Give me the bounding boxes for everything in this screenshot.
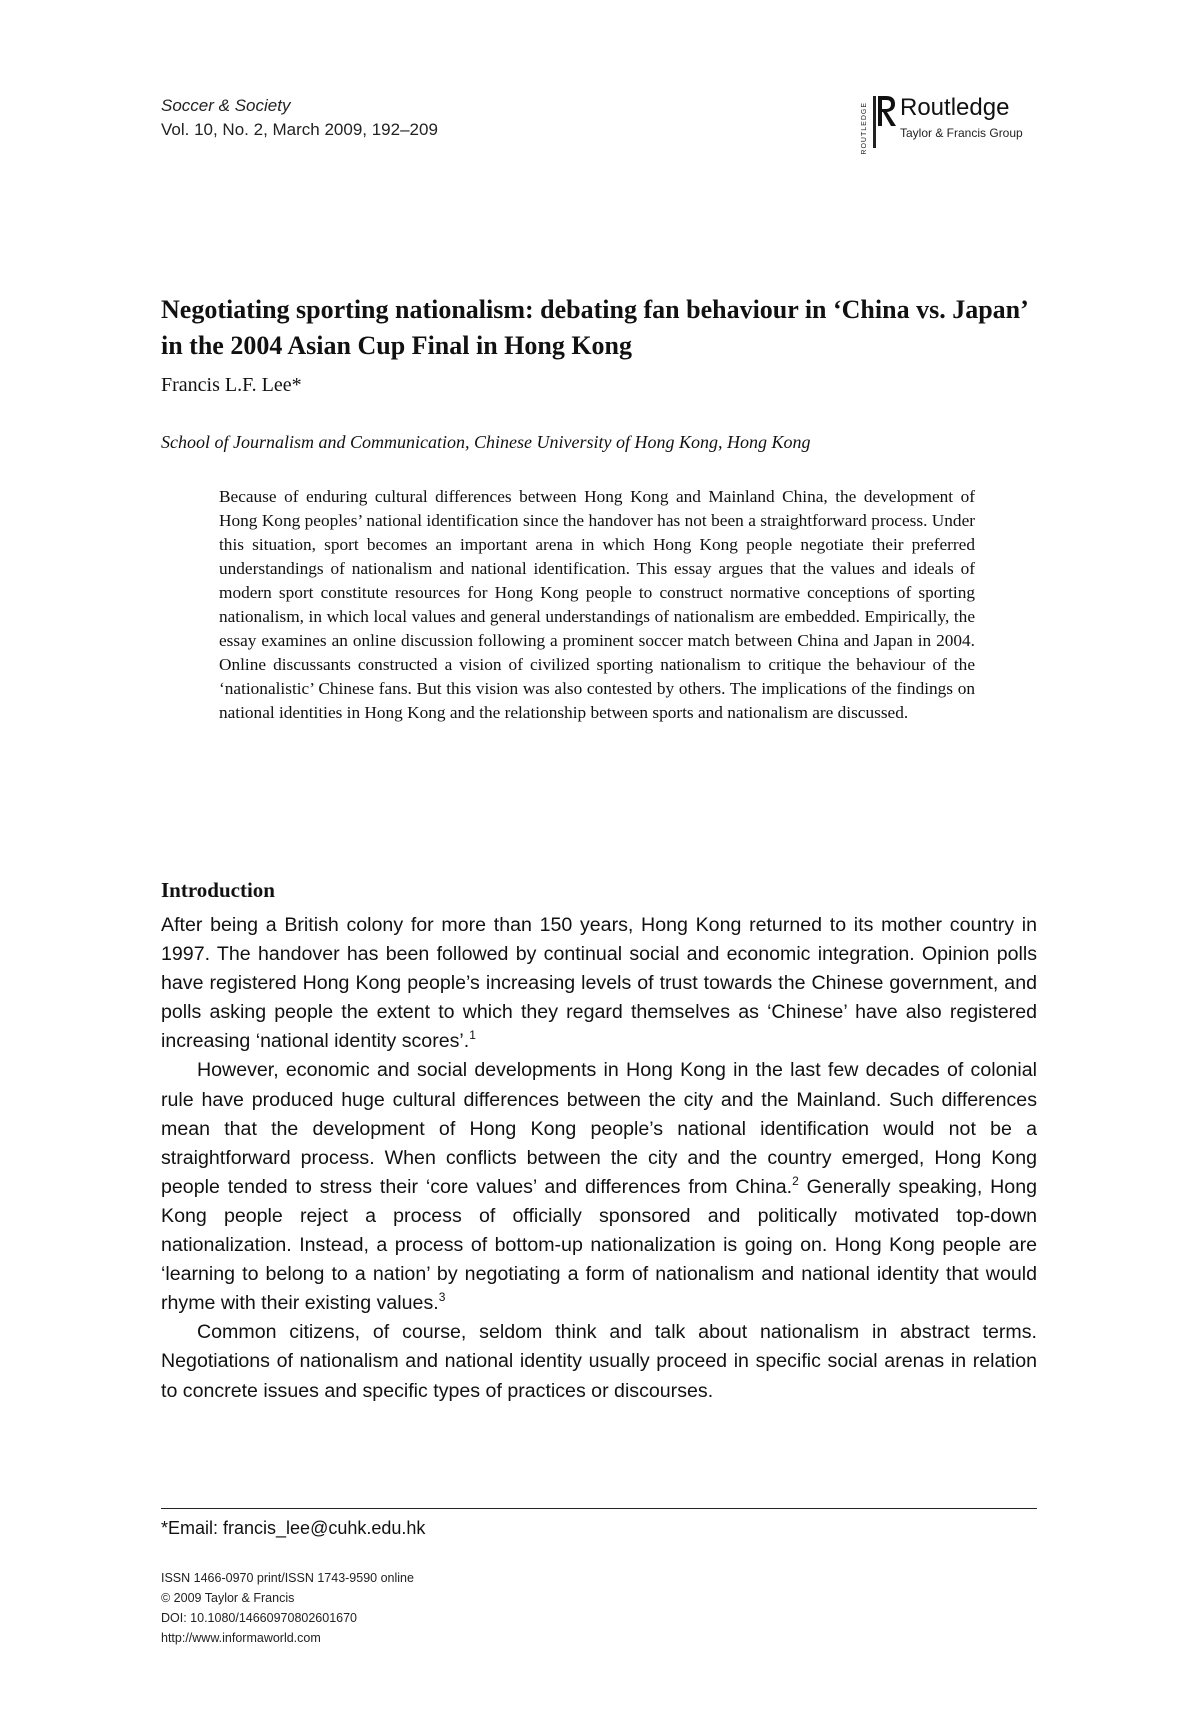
paragraph-2-text-a: However, economic and social developments in Hong Kong in the last few decades of colonial rule have produced huge cultural differences between the city and the Mainland. Such differences mean that the development of Hong Kong people’s national identification would not be a straightforward process. When conflicts between the city and the country emerged, Hong Kong people tended to stress their ‘core values’ and differences from China.: [161, 1059, 1037, 1198]
footnote-ref-1: 1: [469, 1028, 476, 1043]
footnote-ref-3: 3: [438, 1290, 446, 1305]
publisher-logo: [858, 94, 1038, 155]
footnote-divider: [161, 1508, 1037, 1509]
copyright: © 2009 Taylor & Francis: [161, 1591, 295, 1605]
journal-header: [161, 94, 438, 142]
author-name: Francis L.F. Lee*: [161, 374, 302, 396]
body-text: [161, 911, 1037, 1406]
paragraph-1: [161, 911, 1037, 1056]
publisher-name: Routledge: [900, 94, 1010, 121]
paragraph-2: [161, 1056, 1037, 1318]
section-heading-introduction: Introduction: [161, 878, 275, 902]
corresponding-email: *Email: francis_lee@cuhk.edu.hk: [161, 1518, 426, 1538]
publisher-vertical-text: ROUTLEDGE: [861, 102, 868, 155]
publisher-group: Taylor & Francis Group: [900, 126, 1023, 140]
paragraph-2-text-b: Generally speaking, Hong Kong people reject a process of officially sponsored and politically motivated top-down nationalization. Instead, a process of bottom-up nationalization is going on. Hong Kong people are ‘learning to belong to a nation’ by negotiating a form of nationalism and national identity that would rhyme with their existing values.: [161, 1175, 1037, 1315]
issn: ISSN 1466-0970 print/ISSN 1743-9590 online: [161, 1571, 414, 1585]
author-affiliation: School of Journalism and Communication, Chinese University of Hong Kong, Hong Kong: [161, 432, 811, 452]
paragraph-1-text: After being a British colony for more than 150 years, Hong Kong returned to its mother country in 1997. The handover has been followed by continual social and economic integration. Opinion polls have registered Hong Kong people’s increasing levels of trust towards the Chinese government, and polls asking people the extent to which they regard themselves as ‘Chinese’ have also registered increasing ‘national identity scores’.: [161, 914, 1037, 1053]
doi: DOI: 10.1080/14660970802601670: [161, 1611, 358, 1625]
publication-info: [161, 1568, 414, 1648]
journal-name: Soccer & Society: [161, 96, 291, 115]
abstract: Because of enduring cultural differences between Hong Kong and Mainland China, the development of Hong Kong peoples’ national identification since the handover has not been a straightforward process. Under this situation, sport becomes an important arena in which Hong Kong people negotiate their preferred understandings of nationalism and national identification. This essay argues that the values and ideals of modern sport constitute resources for Hong Kong people to construct normative conceptions of sporting nationalism, in which local values and general understandings of nationalism are embedded. Empirically, the essay examines an online discussion following a prominent soccer match between China and Japan in 2004. Online discussants constructed a vision of civilized sporting nationalism to critique the behaviour of the ‘nationalistic’ Chinese fans. But this vision was also contested by others. The implications of the findings on national identities in Hong Kong and the relationship between sports and nationalism are discussed.: [219, 487, 975, 722]
footnote-ref-2: 2: [792, 1173, 799, 1188]
article-title: Negotiating sporting nationalism: debating fan behaviour in ‘China vs. Japan’ in the 2004 Asian Cup Final in Hong Kong: [161, 295, 1027, 360]
publisher-url: http://www.informaworld.com: [161, 1631, 321, 1645]
routledge-r-icon: [876, 94, 898, 128]
issue-line: Vol. 10, No. 2, March 2009, 192–209: [161, 120, 438, 139]
paragraph-3: Common citizens, of course, seldom think and talk about nationalism in abstract terms. Negotiations of nationalism and national identity usually proceed in specific social arenas in relation to concrete issues and specific types of practices or discourses.: [161, 1321, 1037, 1402]
